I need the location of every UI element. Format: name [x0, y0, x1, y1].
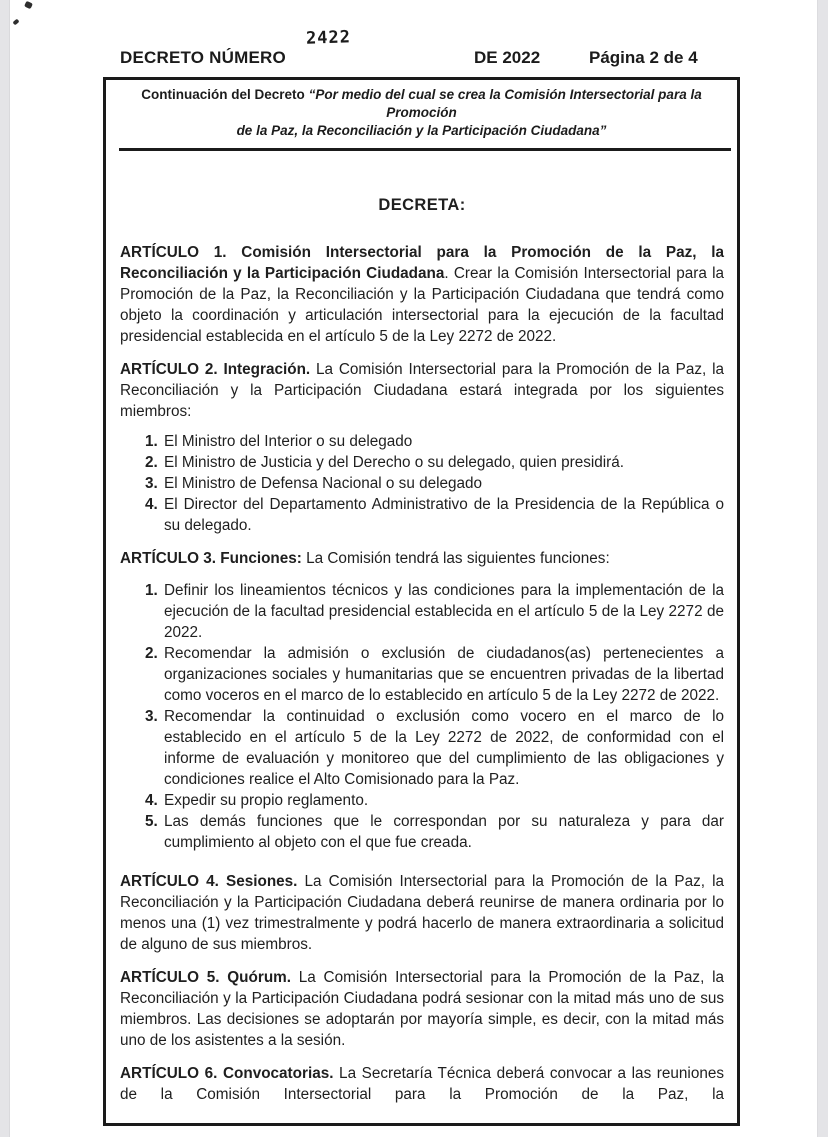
list-item-text: Las demás funciones que le correspondan por su naturaleza y para dar cumplimiento al objeto con el que fue creada.	[164, 813, 724, 851]
article-3-title: ARTÍCULO 3. Funciones:	[120, 550, 302, 567]
article-2-body: La Comisión Intersectorial para la Promoción de la Paz, la Reconciliación y la Participación Ciudadana estará integrada por los siguientes miembros:	[120, 361, 724, 420]
list-item-number: 3.	[145, 475, 158, 492]
list-item-text: El Director del Departamento Administrativo de la Presidencia de la República o su delegado.	[164, 496, 724, 534]
members-list	[120, 431, 724, 536]
continuation-quote-line2: de la Paz, la Reconciliación y la Participación Ciudadana”	[236, 123, 607, 138]
decree-body	[106, 195, 737, 1105]
continuation-quote-line1: “Por medio del cual se crea la Comisión Intersectorial para la Promoción	[308, 87, 702, 120]
list-item-text: Recomendar la admisión o exclusión de ciudadanos(as) pertenecientes a organizaciones sociales y humanitarias que se encuentren privadas de la libertad como voceros en el marco de lo establecido en artículo 5 de la Ley 2272 de 2022.	[164, 645, 724, 704]
list-item	[120, 580, 724, 643]
decreta-heading: DECRETA:	[378, 196, 466, 214]
list-item-number: 1.	[145, 582, 158, 599]
article-6-title: ARTÍCULO 6. Convocatorias.	[120, 1065, 334, 1082]
list-item	[120, 706, 724, 790]
list-item	[120, 452, 724, 473]
article-3	[120, 548, 724, 569]
scan-edge-right	[817, 0, 828, 1137]
list-item-number: 4.	[145, 496, 158, 513]
article-6-body: La Secretaría Técnica deberá convocar a las reuniones de la Comisión Intersectorial para la Promoción de la Paz, la	[120, 1065, 724, 1103]
article-1-body: . Crear la Comisión Intersectorial para la Promoción de la Paz, la Reconciliación y la Participación Ciudadana que tendrá como objeto la coordinación y articulación intersectorial para la ejecución de la facultad presidencial establecida en el artículo 5 de la Ley 2272 de 2022.	[120, 265, 724, 345]
article-6	[120, 1063, 724, 1105]
list-item-text: Definir los lineamientos técnicos y las condiciones para la implementación de la ejecución de la facultad presidencial establecida en el artículo 5 de la Ley 2272 de 2022.	[164, 582, 724, 641]
list-item	[120, 790, 724, 811]
article-4	[120, 871, 724, 955]
scan-speck	[12, 19, 19, 26]
continuation-prefix: Continuación del Decreto	[141, 87, 305, 102]
article-2-title: ARTÍCULO 2. Integración.	[120, 361, 311, 378]
list-item	[120, 811, 724, 853]
decree-number-stamp: 2422	[305, 27, 352, 49]
decree-year-label: DE 2022	[474, 48, 541, 67]
article-5-title: ARTÍCULO 5. Quórum.	[120, 969, 292, 986]
page-indicator: Página 2 de 4	[589, 48, 698, 67]
article-4-title: ARTÍCULO 4. Sesiones.	[120, 873, 298, 890]
list-item-number: 1.	[145, 433, 158, 450]
list-item-number: 3.	[145, 708, 158, 725]
list-item-number: 5.	[145, 813, 158, 830]
list-item-text: El Ministro de Justicia y del Derecho o su delegado, quien presidirá.	[164, 454, 625, 471]
article-1-title: ARTÍCULO 1. Comisión Intersectorial para la Promoción de la Paz, la Reconciliación y la Participación Ciudadana	[120, 244, 724, 282]
list-item-text: El Ministro de Defensa Nacional o su delegado	[164, 475, 483, 492]
decree-number-label: DECRETO NÚMERO	[120, 48, 286, 67]
list-item	[120, 431, 724, 452]
functions-list	[120, 580, 724, 853]
continuation-note	[106, 80, 737, 140]
list-item-text: El Ministro del Interior o su delegado	[164, 433, 413, 450]
article-5-body: La Comisión Intersectorial para la Promoción de la Paz, la Reconciliación y la Participación Ciudadana podrá sesionar con la mitad más uno de sus miembros. Las decisiones se adoptarán por mayoría simple, es decir, con la mitad más uno de los asistentes a la sesión.	[120, 969, 724, 1049]
document-frame	[103, 77, 740, 1126]
article-1	[120, 242, 724, 347]
article-2	[120, 359, 724, 422]
list-item	[120, 473, 724, 494]
article-4-body: La Comisión Intersectorial para la Promoción de la Paz, la Reconciliación y la Participación Ciudadana deberá reunirse de manera ordinaria por lo menos una (1) vez trimestralmente y podrá hacerlo de manera extraordinaria a solicitud de alguno de sus miembros.	[120, 873, 724, 953]
header-rule	[119, 148, 731, 151]
list-item-number: 2.	[145, 454, 158, 471]
article-3-body: La Comisión tendrá las siguientes funciones:	[301, 550, 610, 567]
list-item-text: Recomendar la continuidad o exclusión como vocero en el marco de lo establecido en el artículo 5 de la Ley 2272 de 2022, de conformidad con el informe de evaluación y monitoreo que del cumplimiento de las obligaciones y condiciones realice el Alto Comisionado para la Paz.	[164, 708, 724, 788]
list-item	[120, 643, 724, 706]
list-item-number: 4.	[145, 792, 158, 809]
list-item-text: Expedir su propio reglamento.	[164, 792, 369, 809]
list-item-number: 2.	[145, 645, 158, 662]
article-5	[120, 967, 724, 1051]
scan-edge-left	[0, 0, 10, 1137]
list-item	[120, 494, 724, 536]
scan-speck	[24, 1, 33, 9]
